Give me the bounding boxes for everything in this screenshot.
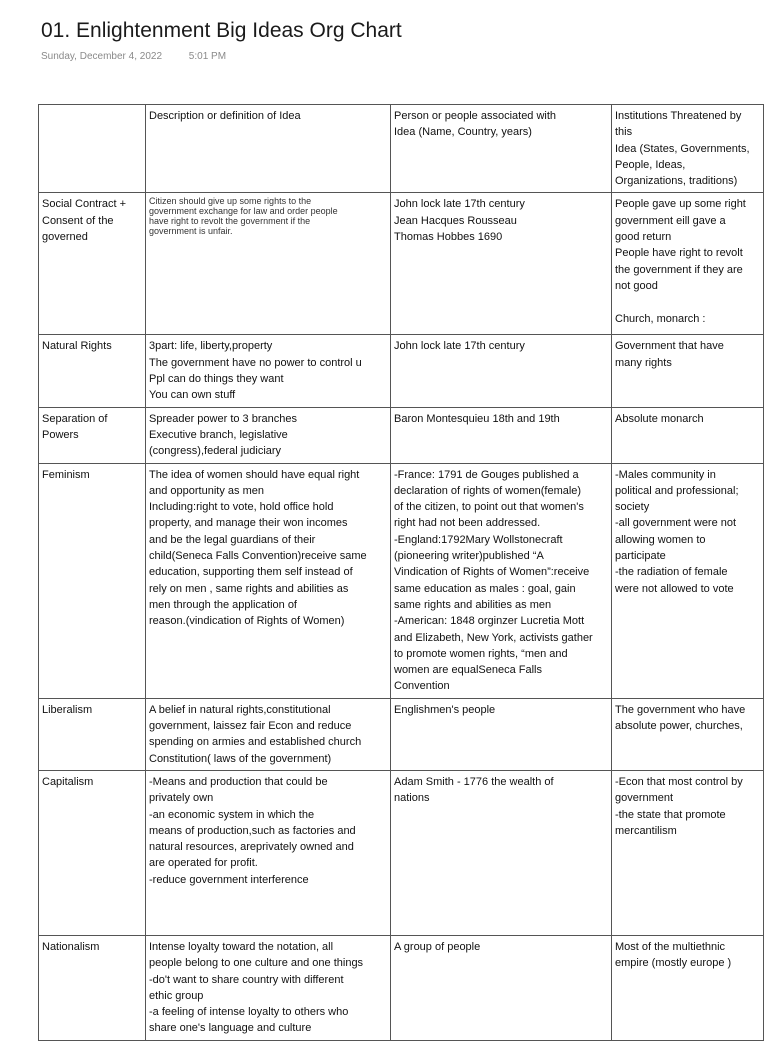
cell-line: and Elizabeth, New York, activists gather	[394, 631, 593, 644]
cell-description	[146, 407, 391, 463]
cell-line: -American: 1848 orginzer Lucretia Mott	[394, 615, 585, 628]
table-header-row	[39, 105, 764, 193]
cell-line: natural resources, areprivately owned and	[149, 841, 354, 854]
cell-line: good return	[615, 231, 672, 244]
cell-line: have right to revolt the government if the	[149, 216, 311, 227]
cell-line: Government that have	[615, 340, 724, 353]
page-title: 01. Enlightenment Big Ideas Org Chart	[41, 19, 402, 42]
cell-institutions	[612, 770, 764, 935]
cell-line: were not allowed to vote	[615, 582, 734, 595]
cell-line: -Econ that most control by	[615, 775, 743, 788]
cell-line: Institutions Threatened by	[615, 110, 742, 122]
cell-line: Idea (States, Governments,	[615, 142, 750, 155]
cell-line: Social Contract +	[42, 198, 127, 211]
cell-line: allowing women to	[615, 533, 706, 546]
cell-line: declaration of rights of women(female)	[394, 484, 582, 497]
cell-line: many rights	[615, 356, 672, 369]
cell-line: governed	[42, 231, 88, 244]
cell-people	[391, 935, 612, 1040]
cell-line: absolute power, churches,	[615, 720, 743, 733]
table-row	[39, 935, 764, 1040]
cell-line: and opportunity as men	[149, 484, 264, 497]
cell-line: -an economic system in which the	[149, 808, 315, 821]
cell-idea	[39, 193, 146, 335]
cell-line: A group of people	[394, 940, 481, 953]
cell-line: spending on armies and established church	[149, 736, 362, 749]
cell-line: People, Ideas,	[615, 158, 686, 171]
cell-line: -all government were not	[615, 517, 737, 530]
header-cell-idea	[39, 105, 146, 193]
cell-line: not good	[615, 279, 658, 292]
cell-line: Separation of	[42, 412, 108, 425]
cell-line: mercantilism	[615, 824, 677, 837]
cell-line: Thomas Hobbes 1690	[394, 231, 503, 244]
cell-line: government eill gave a	[615, 214, 726, 227]
cell-line: A belief in natural rights,constitutional	[149, 703, 331, 716]
cell-people	[391, 193, 612, 335]
cell-line: share one's language and culture	[149, 1022, 312, 1035]
cell-line: Nationalism	[42, 940, 100, 953]
cell-line: Consent of the	[42, 214, 114, 227]
cell-line: the government if they are	[615, 263, 743, 276]
cell-idea	[39, 698, 146, 770]
table-row	[39, 698, 764, 770]
cell-line: Person or people associated with	[394, 110, 557, 122]
cell-line: Description or definition of Idea	[149, 110, 301, 122]
cell-line: -the state that promote	[615, 808, 726, 821]
cell-line: Capitalism	[42, 775, 94, 788]
cell-line: The idea of women should have equal right	[149, 468, 360, 481]
cell-line: people belong to one culture and one things	[149, 957, 364, 970]
cell-institutions	[612, 335, 764, 407]
cell-line: Vindication of Rights of Women”:receive	[394, 566, 590, 579]
cell-description	[146, 193, 391, 335]
cell-line: Church, monarch :	[615, 312, 706, 325]
cell-line: privately own	[149, 792, 214, 805]
header-cell-description	[146, 105, 391, 193]
cell-line: Citizen should give up some rights to the	[149, 196, 312, 207]
cell-line: of the citizen, to point out that women's	[394, 501, 584, 514]
cell-line	[615, 294, 759, 310]
cell-line: The government have no power to control u	[149, 356, 362, 369]
cell-institutions	[612, 935, 764, 1040]
cell-line: Including:right to vote, hold office hold	[149, 501, 334, 514]
cell-line: Ppl can do things they want	[149, 373, 284, 386]
cell-line: means of production,such as factories and	[149, 824, 356, 837]
cell-line: Spreader power to 3 branches	[149, 412, 297, 425]
cell-description	[146, 770, 391, 935]
cell-people	[391, 407, 612, 463]
cell-line: (pioneering writer)published “A	[394, 550, 544, 563]
cell-line: Englishmen's people	[394, 703, 496, 716]
cell-line: and be the legal guardians of their	[149, 533, 316, 546]
cell-line: 3part: life, liberty,property	[149, 340, 273, 353]
cell-line: child(Seneca Falls Convention)receive same	[149, 550, 367, 563]
cell-line: Absolute monarch	[615, 412, 704, 425]
cell-line: rely on men , same rights and abilities as	[149, 582, 349, 595]
cell-line: government is unfair.	[149, 226, 233, 237]
cell-line: You can own stuff	[149, 389, 236, 402]
cell-people	[391, 698, 612, 770]
cell-line: Convention	[394, 680, 450, 693]
cell-institutions	[612, 463, 764, 698]
cell-description	[146, 335, 391, 407]
cell-idea	[39, 407, 146, 463]
cell-institutions	[612, 698, 764, 770]
cell-idea	[39, 935, 146, 1040]
cell-line: political and professional;	[615, 484, 739, 497]
cell-line: to promote women rights, “men and	[394, 647, 568, 660]
cell-line: -reduce government interference	[149, 873, 309, 886]
cell-line: government exchange for law and order people	[149, 206, 338, 217]
cell-institutions	[612, 407, 764, 463]
cell-idea	[39, 335, 146, 407]
cell-line: John lock late 17th century	[394, 340, 525, 353]
cell-line: Idea (Name, Country, years)	[394, 126, 532, 139]
cell-line: right had not been addressed.	[394, 517, 541, 530]
table-row	[39, 407, 764, 463]
cell-line: same education as males : goal, gain	[394, 582, 576, 595]
cell-idea	[39, 770, 146, 935]
cell-line: -England:1792Mary Wollstonecraft	[394, 533, 563, 546]
cell-line: Constitution( laws of the government)	[149, 752, 332, 765]
table-row	[39, 193, 764, 335]
cell-line: are operated for profit.	[149, 857, 258, 870]
header-cell-people	[391, 105, 612, 193]
cell-line: society	[615, 501, 650, 514]
cell-line: participate	[615, 550, 666, 563]
cell-line: Natural Rights	[42, 340, 112, 353]
cell-line: Adam Smith - 1776 the wealth of	[394, 775, 554, 788]
cell-line: nations	[394, 792, 430, 805]
cell-line: -France: 1791 de Gouges published a	[394, 468, 579, 481]
cell-line: -Males community in	[615, 468, 716, 481]
cell-line: The government who have	[615, 703, 746, 716]
cell-line: government, laissez fair Econ and reduce	[149, 720, 352, 733]
page-time: 5:01 PM	[188, 51, 227, 62]
cell-line: Most of the multiethnic	[615, 940, 726, 953]
cell-line: -the radiation of female	[615, 566, 728, 579]
cell-line: Powers	[42, 428, 79, 441]
cell-idea	[39, 463, 146, 698]
cell-line: -a feeling of intense loyalty to others who	[149, 1006, 349, 1019]
cell-line: women are equalSeneca Falls	[394, 664, 542, 677]
cell-line: Baron Montesquieu 18th and 19th	[394, 412, 560, 425]
cell-line: Intense loyalty toward the notation, all	[149, 940, 334, 953]
cell-line: education, supporting them self instead of	[149, 566, 353, 579]
cell-line: this	[615, 126, 633, 139]
cell-line: People have right to revolt	[615, 247, 743, 260]
cell-institutions	[612, 193, 764, 335]
cell-description	[146, 698, 391, 770]
page-date: Sunday, December 4, 2022	[41, 51, 163, 62]
cell-line: People gave up some right	[615, 198, 746, 211]
cell-line: Jean Hacques Rousseau	[394, 214, 517, 227]
cell-line: government	[615, 792, 674, 805]
cell-line: Organizations, traditions)	[615, 175, 738, 188]
org-chart-body	[39, 105, 764, 1041]
cell-line: -Means and production that could be	[149, 775, 328, 788]
cell-line: men through the application of	[149, 598, 297, 611]
cell-line: Executive branch, legislative	[149, 428, 288, 441]
cell-people	[391, 335, 612, 407]
cell-line: -do't want to share country with different	[149, 973, 344, 986]
table-row	[39, 770, 764, 935]
cell-line: Feminism	[42, 468, 90, 481]
header-cell-institutions	[612, 105, 764, 193]
cell-line: Liberalism	[42, 703, 93, 716]
cell-people	[391, 770, 612, 935]
table-row	[39, 463, 764, 698]
cell-line: same rights and abilities as men	[394, 598, 552, 611]
cell-line: empire (mostly europe )	[615, 957, 732, 970]
cell-description	[146, 935, 391, 1040]
cell-line: John lock late 17th century	[394, 198, 525, 211]
table-row	[39, 335, 764, 407]
page-meta	[41, 51, 226, 62]
cell-people	[391, 463, 612, 698]
cell-line: reason.(vindication of Rights of Women)	[149, 615, 345, 628]
org-chart-table	[38, 104, 764, 1041]
cell-line: (congress),federal judiciary	[149, 445, 282, 458]
cell-line: ethic group	[149, 989, 204, 1002]
cell-description	[146, 463, 391, 698]
cell-line: property, and manage their won incomes	[149, 517, 348, 530]
